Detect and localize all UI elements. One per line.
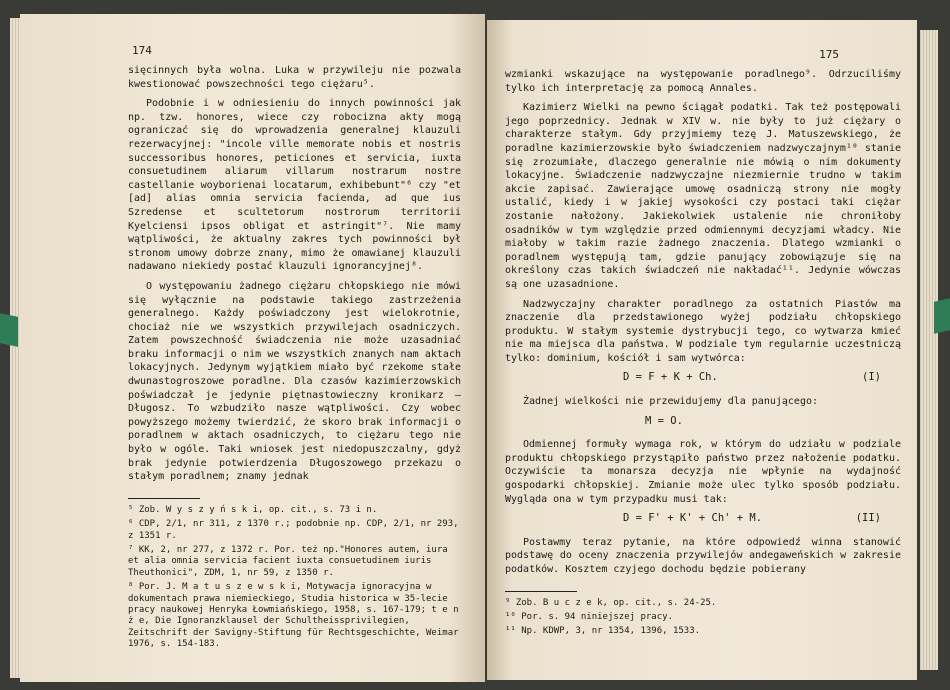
formula-2: [505, 512, 901, 526]
paragraph: Podobnie i w odniesieniu do innych powinności jak np. tzw. honores, wiece czy robocizna akty mogą ograniczać się do wprowadzenia generalnej klauzuli rezerwacyjnej: "incole ville memorate nobis et nostris successoribus honores, peticiones et servicia, iuxta consuetudinem aliarum villarum nostrarum nostre castellanie woyborienai locatarum, exhibebunt"⁶ czy "et [ad] alias omnia servicia facienda, ad que ius Szredense et scultetorum nostrorum territorii Kyelciensi ipsos obligat et astringit"⁷. Nie mamy wątpliwości, że aktualny zakres tych powinności był stronom umowy dobrze znany, mimo że omawianej klauzuli nadawano niekiedy postać klauzuli ignorancyjnej⁸.: [128, 98, 461, 273]
formula-label: (II): [855, 512, 881, 525]
footnote: ⁷ KK, 2, nr 277, z 1372 r. Por. też np."Honores autem, iura et alia omnia servicia facient iuxta consuetudinem iuris Theuthonici", ZDM, 1, nr 59, z 1350 r.: [128, 545, 448, 578]
footnote: ¹¹ Np. KDWP, 3, nr 1354, 1396, 1533.: [505, 626, 701, 637]
footnote: ⁹ Zob. B u c z e k, op. cit., s. 24-25.: [505, 597, 717, 608]
body-text: [128, 64, 461, 484]
paragraph: Postawmy teraz pytanie, na które odpowiedź winna stanowić podstawę do oceny znaczenia przywilejów andegaweńskich w zakresie podatków. Kosztem czyjego dochodu będzie pobierany: [505, 536, 901, 575]
paragraph: Żadnej wielkości nie przewidujemy dla panującego:: [523, 396, 819, 408]
book-edge-right: [920, 30, 938, 670]
paragraph: wzmianki wskazujące na występowanie poradlnego⁹. Odrzuciliśmy tylko ich interpretację za pomocą Annales.: [505, 69, 901, 94]
right-page: [487, 20, 917, 680]
bookmark-ribbon-left: [0, 313, 18, 347]
paragraph: Kazimierz Wielki na pewno ściągał podatki. Tak też postępowali jego poprzednicy. Jednak w XIV w. nie były to już ciężary o charakterze stałym. Gdy przyjmiemy tezę J. Matuszewskiego, że poradlne kazimierzowskie było świadczeniem nadzwyczajnym¹⁰ stanie się zrozumiałe, dlaczego generalnie nie mówią o nim dokumenty lokacyjne. Świadczenie nadzwyczajne niezmiernie trudno w takim akcie zapisać. Zawierające umowę osadniczą strony nie mogły ustalić, kiedy i w jakiej wysokości czy postaci taki ciężar zostanie nałożony. Jakiekolwiek ustalenie nie chroniłoby osadników w tym względzie przed odmiennymi decyzjami władcy. Nie miałoby w takim razie żadnego znaczenia. Dlatego wzmianki o poradlnem występują tam, gdzie panujący zobowiązuje się na określony czas takich świadczeń nie nakładać¹¹. Jedynie wówczas są one uzasadnione.: [505, 102, 901, 290]
formula-expression: D = F' + K' + Ch' + M.: [623, 512, 763, 525]
footnote-divider: [128, 498, 200, 499]
formula-label: (I): [862, 371, 881, 384]
body-text: [505, 68, 901, 577]
left-page: [20, 14, 485, 682]
bookmark-ribbon-right: [934, 298, 950, 333]
footnote: ⁶ CDP, 2/1, nr 311, z 1370 r.; podobnie np. CDP, 2/1, nr 293, z 1351 r.: [128, 519, 459, 541]
page-number: 174: [132, 44, 152, 57]
footnote: ⁸ Por. J. M a t u s z e w s k i, Motywacja ignoracyjna w dokumentach prawa niemieckiego, Studia historica w 35-lecie pracy naukowej Henryka Łowmiańskiego, 1958, s. 167-179; t e n ż e, Die Ignoranzklausel der Schultheissprivilegien, Zeitschrift der Savigny-Stiftung für Rechtsgeschichte, Weimar 1976, s. 154-183.: [128, 582, 459, 650]
paragraph: sięcinnych była wolna. Luka w przywileju nie pozwala kwestionować powszechności tego ciężaru⁵.: [128, 65, 461, 90]
formula-expression: M = O.: [645, 414, 683, 427]
paragraph: Nadzwyczajny charakter poradlnego za ostatnich Piastów ma znaczenie dla przedstawionego wyżej podziału chłopskiego produktu. W stałym systemie dystrybucji tego, co wytwarza kmieć nie ma miejsca dla państwa. W podziale tym regularnie uczestniczą tylko: dominium, kościół i sam wytwórca:: [505, 298, 901, 364]
formula-expression: D = F + K + Ch.: [623, 371, 718, 384]
paragraph: Odmiennej formuły wymaga rok, w którym do udziału w podziale produktu chłopskiego przystąpiło państwo przez nałożenie podatku. Oczywiście ta monarsza decyzja nie wpłynie na wydajność gospodarki chłopskiej. Zmianie może ulec tylko sposób podziału. Wygląda ona w tym przypadku musi tak:: [505, 439, 901, 505]
paragraph: O występowaniu żadnego ciężaru chłopskiego nie mówi się wyłącznie na podstawie takiego zastrzeżenia generalnego. Każdy poświadczony jest wielokrotnie, chociaż nie we wszystkich przywilejach osadniczych. Zatem powszechność świadczenia nie może uzasadniać braku informacji o nim we wszystkich znanych nam aktach lokacyjnych. Jedynym wyjątkiem miało być rzekome stałe dwunastogroszowe poradlne. Dla czasów kazimierzowskich poświadczał je jedynie piętnastowieczny kronikarz – Długosz. To wzbudziło nasze wątpliwości. Czy wobec powyższego możemy twierdzić, że skoro brak informacji o poradlnem w aktach osadniczych, to ciężaru tego nie było w ogóle. Taki wniosek jest niedopuszczalny, gdyż brak jedynie potwierdzenia Długoszowego przekazu o stałym poradlnem; znamy jednak: [128, 280, 461, 483]
footnote: ⁵ Zob. W y s z y ń s k i, op. cit., s. 73 i n.: [128, 504, 378, 515]
formula-1: [505, 371, 901, 385]
formula-m-zero: [505, 415, 901, 429]
page-number: 175: [819, 48, 839, 61]
footnote: ¹⁰ Por. s. 94 niniejszej pracy.: [505, 612, 673, 622]
footnote-divider: [505, 591, 577, 592]
